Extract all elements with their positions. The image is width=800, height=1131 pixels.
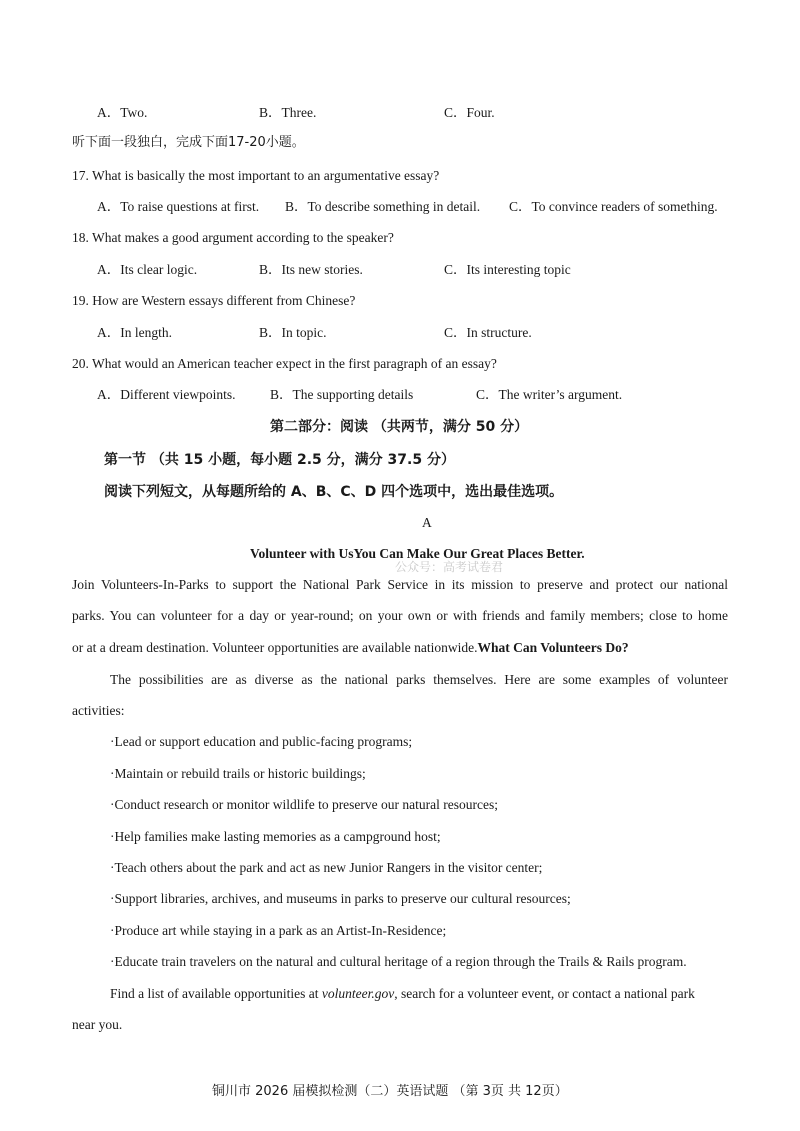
listening-instruction: 听下面一段独白，完成下面17-20小题。 bbox=[72, 135, 305, 150]
q17-option-b: B．To describe something in detail. bbox=[285, 199, 481, 214]
section1-heading: 第一节 （共 15 小题，每小题 2.5 分，满分 37.5 分） bbox=[104, 452, 455, 468]
q20-option-a: A．Different viewpoints. bbox=[97, 387, 236, 402]
q18-option-a: A．Its clear logic. bbox=[97, 262, 198, 277]
q18-option-c: C．Its interesting topic bbox=[444, 262, 571, 277]
passage-title: Volunteer with UsYou Can Make Our Great Places Better. bbox=[250, 546, 585, 561]
q19-option-a: A．In length. bbox=[97, 325, 172, 340]
list-item: ·Lead or support education and public-facing programs; bbox=[110, 734, 413, 749]
question-20-stem: 20. What would an American teacher expect in the first paragraph of an essay? bbox=[72, 356, 497, 371]
list-item: ·Maintain or rebuild trails or historic buildings; bbox=[110, 766, 366, 781]
q20-option-b: B．The supporting details bbox=[270, 387, 414, 402]
q16-option-a: A．Two. bbox=[97, 105, 148, 120]
paragraph-3-text-post: , search for a volunteer event, or contact a national park bbox=[394, 986, 695, 1001]
paragraph-2-line-1: The possibilities are as diverse as the national parks themselves. Here are some examples of volunteer bbox=[110, 672, 728, 687]
q18-option-b: B．Its new stories. bbox=[259, 262, 363, 277]
list-item: ·Conduct research or monitor wildlife to preserve our natural resources; bbox=[110, 797, 498, 812]
watermark: 公众号：高考试卷君 bbox=[395, 560, 504, 574]
q19-option-b: B．In topic. bbox=[259, 325, 327, 340]
q16-option-b: B．Three. bbox=[259, 105, 317, 120]
paragraph-3-text-pre: Find a list of available opportunities at bbox=[110, 986, 322, 1001]
paragraph-3-line-1 bbox=[110, 985, 695, 1003]
list-item: ·Help families make lasting memories as a campground host; bbox=[110, 829, 441, 844]
paragraph-1-line-3-text: or at a dream destination. Volunteer opportunities are available nationwide. bbox=[72, 640, 478, 655]
passage-letter: A bbox=[422, 515, 432, 530]
part2-heading: 第二部分：阅读 （共两节，满分 50 分） bbox=[270, 419, 529, 435]
q16-option-c: C．Four. bbox=[444, 105, 495, 120]
list-item: ·Educate train travelers on the natural and cultural heritage of a region through the Trails & Rails program. bbox=[110, 954, 687, 969]
paragraph-1-line-3 bbox=[72, 639, 629, 657]
paragraph-3-line-2: near you. bbox=[72, 1017, 123, 1032]
list-item: ·Teach others about the park and act as new Junior Rangers in the visitor center; bbox=[110, 860, 543, 875]
list-item: ·Produce art while staying in a park as an Artist-In-Residence; bbox=[110, 923, 447, 938]
question-19-stem: 19. How are Western essays different from Chinese? bbox=[72, 293, 356, 308]
q17-option-c: C．To convince readers of something. bbox=[509, 199, 718, 214]
list-item: ·Support libraries, archives, and museums in parks to preserve our cultural resources; bbox=[110, 891, 571, 906]
question-18-stem: 18. What makes a good argument according to the speaker? bbox=[72, 230, 394, 245]
q19-option-c: C．In structure. bbox=[444, 325, 532, 340]
question-17-stem: 17. What is basically the most important to an argumentative essay? bbox=[72, 168, 440, 183]
reading-instruction: 阅读下列短文，从每题所给的 A、B、C、D 四个选项中，选出最佳选项。 bbox=[104, 484, 564, 500]
paragraph-1-line-2: parks. You can volunteer for a day or year-round; on your own or with friends and family members; close to home bbox=[72, 608, 728, 623]
q17-option-a: A．To raise questions at first. bbox=[97, 199, 260, 214]
page-footer: 铜川市 2026 届模拟检测（二）英语试题 （第 3页 共 12页） bbox=[212, 1084, 568, 1099]
volunteer-gov-link-text: volunteer.gov bbox=[321, 986, 395, 1001]
subheading-what-volunteers-do: What Can Volunteers Do? bbox=[477, 640, 629, 655]
paragraph-2-line-2: activities: bbox=[72, 703, 125, 718]
paragraph-1-line-1: Join Volunteers-In-Parks to support the National Park Service in its mission to preserve and protect our national bbox=[72, 577, 728, 592]
q20-option-c: C．The writer’s argument. bbox=[476, 387, 623, 402]
